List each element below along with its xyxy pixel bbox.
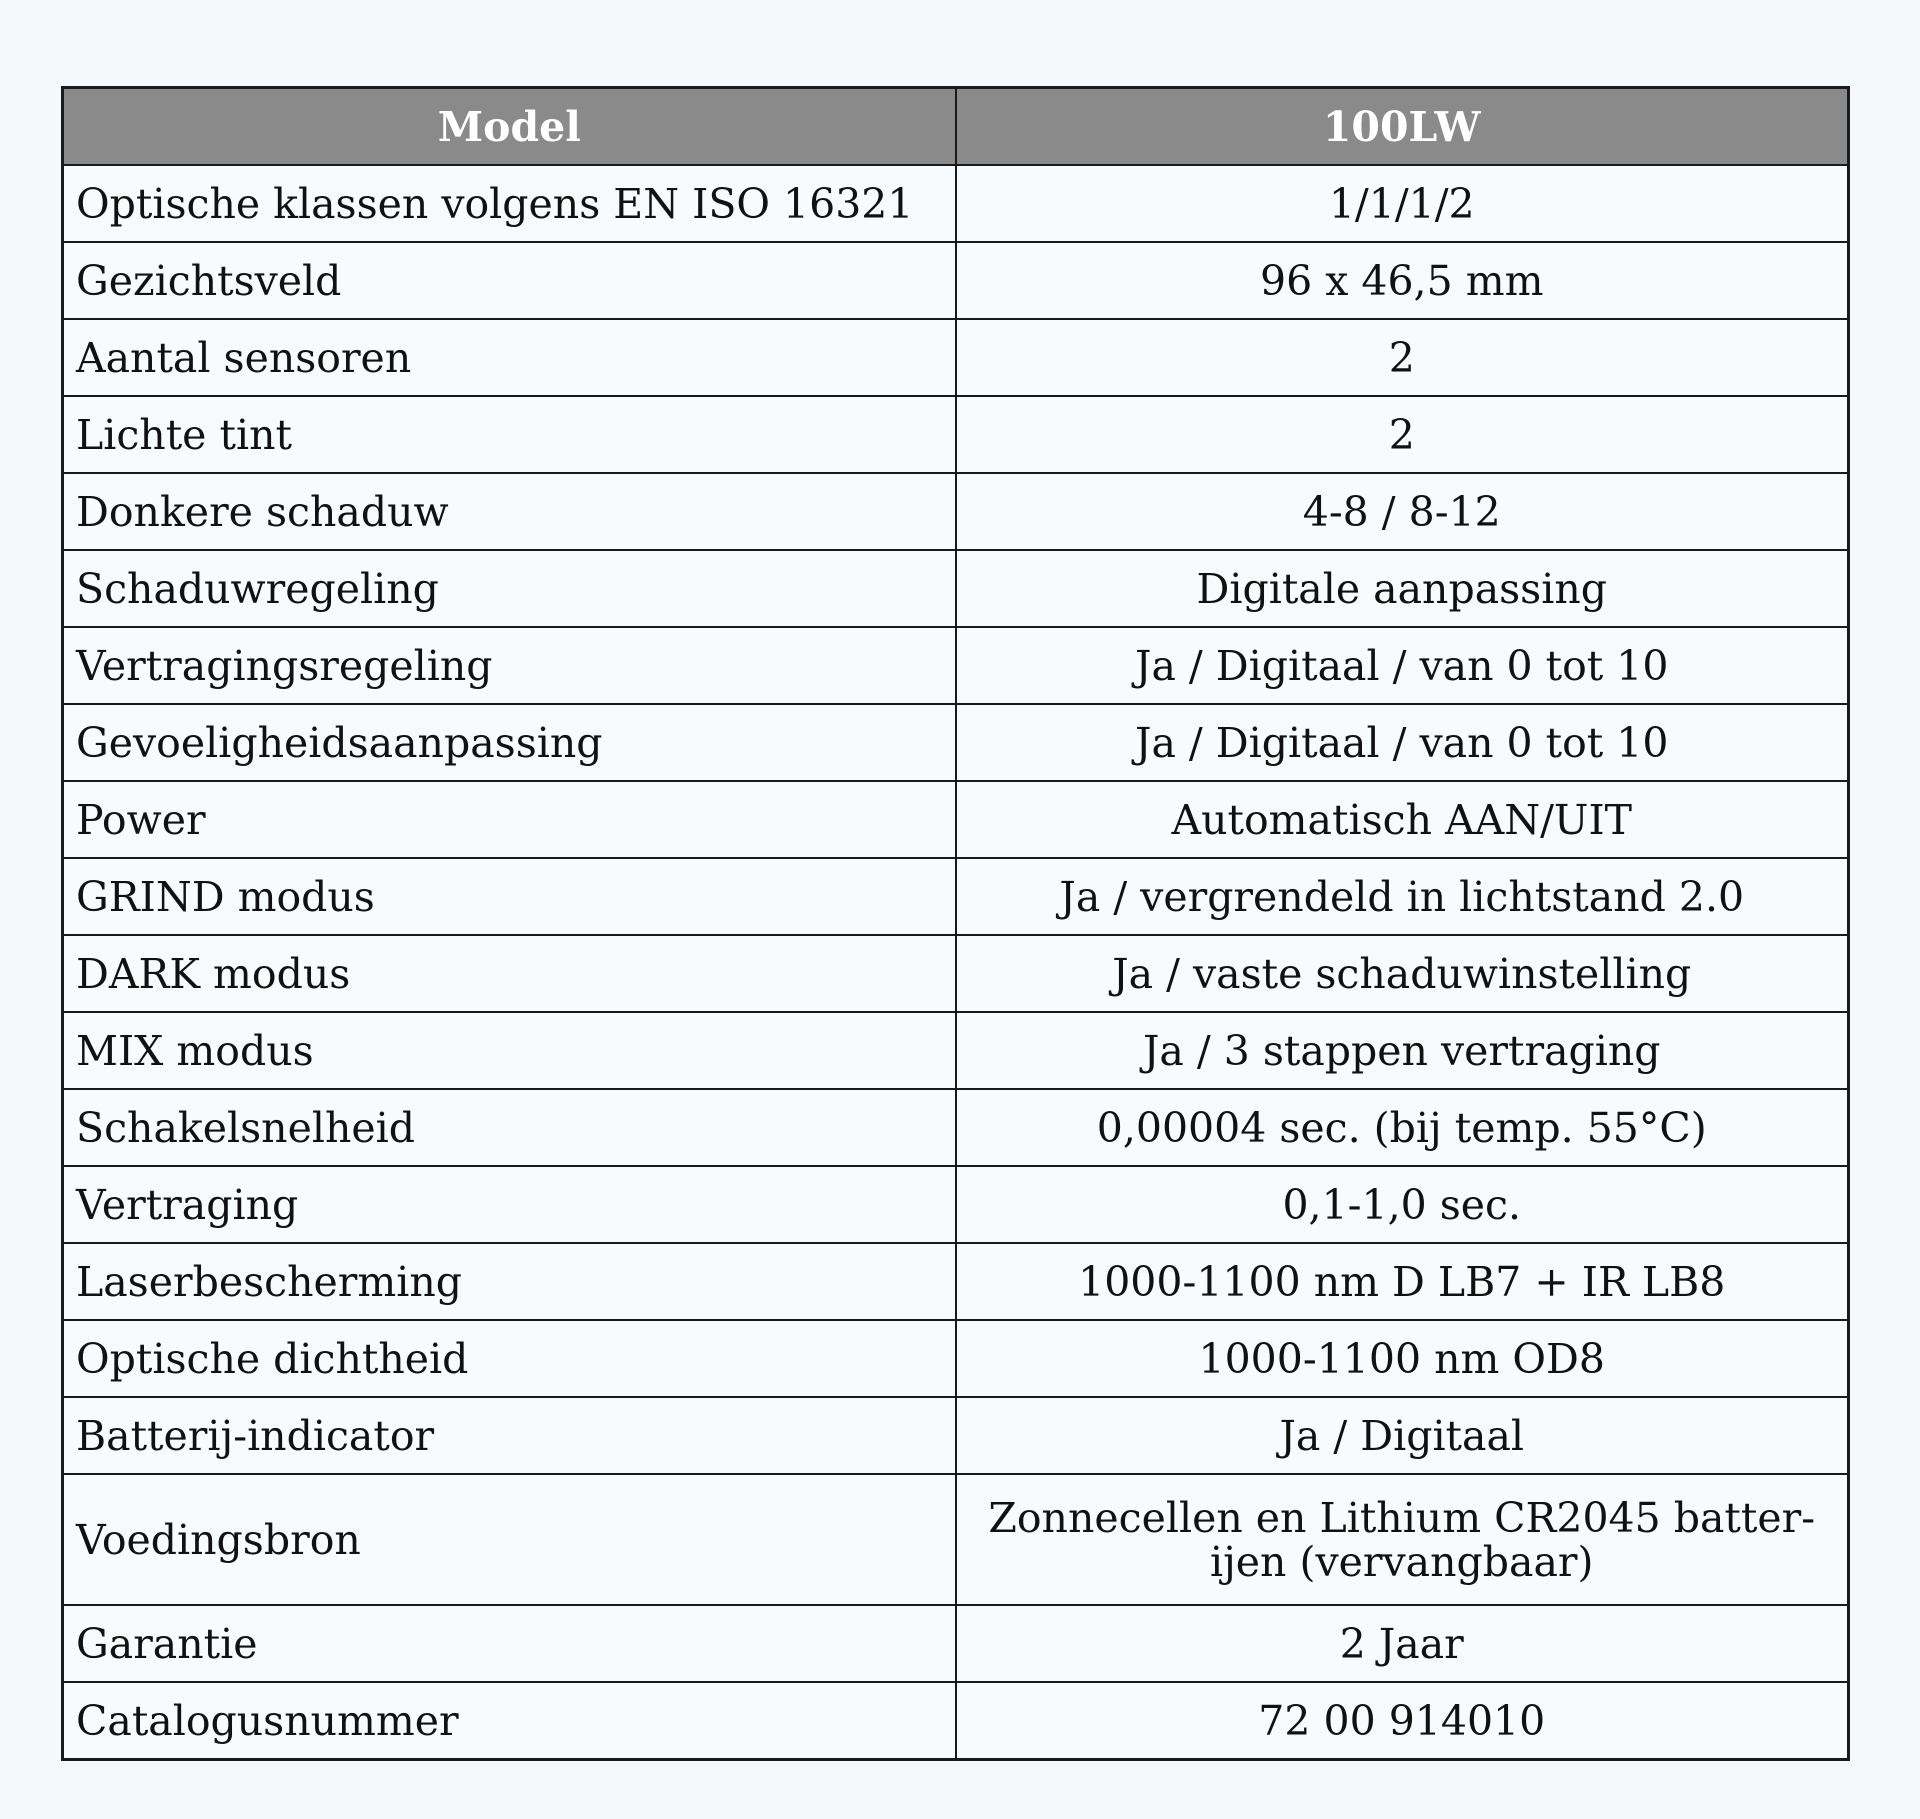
table-row: [63, 473, 1849, 550]
row-value: 1/1/1/2: [956, 165, 1849, 242]
row-value: 2: [956, 396, 1849, 473]
table-row: [63, 935, 1849, 1012]
row-value: 0,00004 sec. (bij temp. 55°C): [956, 1089, 1849, 1166]
row-value: Ja / vergrendeld in lichtstand 2.0: [956, 858, 1849, 935]
row-label: MIX modus: [63, 1012, 956, 1089]
table-row: [63, 1397, 1849, 1474]
row-value: Ja / Digitaal / van 0 tot 10: [956, 704, 1849, 781]
row-value: Automatisch AAN/UIT: [956, 781, 1849, 858]
row-value: Ja / vaste schaduwinstelling: [956, 935, 1849, 1012]
row-value: 96 x 46,5 mm: [956, 242, 1849, 319]
spec-sheet: [61, 86, 1847, 1761]
table-row: [63, 1089, 1849, 1166]
row-label: Voedingsbron: [63, 1474, 956, 1605]
table-row: [63, 242, 1849, 319]
row-value: Ja / Digitaal: [956, 1397, 1849, 1474]
row-value: 4-8 / 8-12: [956, 473, 1849, 550]
row-label: Laserbescherming: [63, 1243, 956, 1320]
row-value: [956, 1474, 1849, 1605]
row-value: 0,1-1,0 sec.: [956, 1166, 1849, 1243]
row-label: Power: [63, 781, 956, 858]
table-row: [63, 858, 1849, 935]
table-row: [63, 1166, 1849, 1243]
row-label: Donkere schaduw: [63, 473, 956, 550]
table-row: [63, 781, 1849, 858]
row-label: Optische dichtheid: [63, 1320, 956, 1397]
row-label: Batterij-indicator: [63, 1397, 956, 1474]
specifications-table: [61, 86, 1850, 1761]
table-row: [63, 1243, 1849, 1320]
row-label: Schaduwregeling: [63, 550, 956, 627]
table-row: [63, 627, 1849, 704]
row-value: 2: [956, 319, 1849, 396]
row-value: Ja / Digitaal / van 0 tot 10: [956, 627, 1849, 704]
row-label: Gezichtsveld: [63, 242, 956, 319]
row-value: 1000-1100 nm OD8: [956, 1320, 1849, 1397]
row-value: 2 Jaar: [956, 1605, 1849, 1682]
row-label: Garantie: [63, 1605, 956, 1682]
row-label: DARK modus: [63, 935, 956, 1012]
row-value: 1000-1100 nm D LB7 + IR LB8: [956, 1243, 1849, 1320]
row-label: Optische klassen volgens EN ISO 16321: [63, 165, 956, 242]
row-label: Vertraging: [63, 1166, 956, 1243]
row-label: GRIND modus: [63, 858, 956, 935]
table-row: [63, 1012, 1849, 1089]
table-row: [63, 1474, 1849, 1605]
table-row: [63, 319, 1849, 396]
table-row: [63, 550, 1849, 627]
row-value: Ja / 3 stappen vertraging: [956, 1012, 1849, 1089]
row-value-line-1: Zonnecellen en Lithium CR2045 batter-: [988, 1493, 1816, 1542]
table-row: [63, 165, 1849, 242]
row-value: 72 00 914010: [956, 1682, 1849, 1760]
table-row: [63, 704, 1849, 781]
row-label: Catalogusnummer: [63, 1682, 956, 1760]
row-label: Vertragingsregeling: [63, 627, 956, 704]
table-row: [63, 396, 1849, 473]
row-label: Schakelsnelheid: [63, 1089, 956, 1166]
row-label: Gevoeligheidsaanpassing: [63, 704, 956, 781]
header-product: 100LW: [956, 88, 1849, 166]
header-model: Model: [63, 88, 956, 166]
table-header-row: [63, 88, 1849, 166]
table-row: [63, 1605, 1849, 1682]
row-label: Aantal sensoren: [63, 319, 956, 396]
table-row: [63, 1320, 1849, 1397]
row-value-line-2: ijen (vervangbaar): [1209, 1537, 1594, 1586]
row-label: Lichte tint: [63, 396, 956, 473]
row-value: Digitale aanpassing: [956, 550, 1849, 627]
table-row: [63, 1682, 1849, 1760]
